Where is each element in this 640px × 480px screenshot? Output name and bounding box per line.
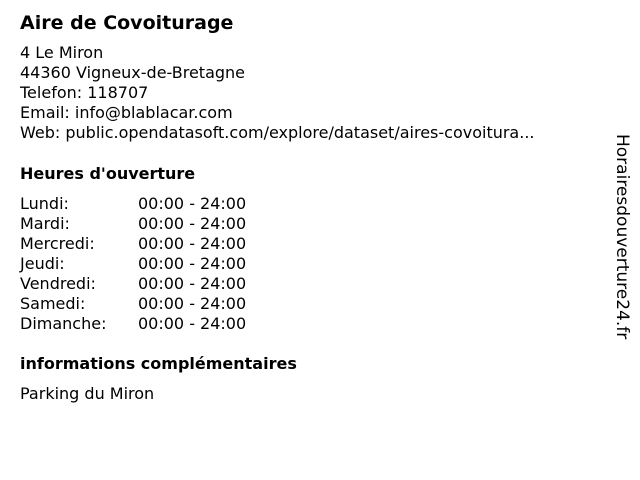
site-watermark: Horairesdouverture24.fr — [612, 134, 632, 340]
opening-hours-table — [20, 194, 280, 334]
day-label: Lundi: — [20, 194, 69, 213]
day-label: Mardi: — [20, 214, 70, 233]
hours-row-wednesday — [20, 234, 280, 254]
time-range: 00:00 - 24:00 — [138, 274, 247, 293]
additional-info-heading: informations complémentaires — [20, 354, 297, 373]
time-range: 00:00 - 24:00 — [138, 294, 247, 313]
opening-hours-heading: Heures d'ouverture — [20, 164, 196, 183]
day-label: Jeudi: — [20, 254, 65, 273]
page-title: Aire de Covoiturage — [20, 12, 234, 34]
address-street: 4 Le Miron — [20, 43, 104, 62]
day-label: Dimanche: — [20, 314, 107, 333]
hours-row-sunday — [20, 314, 280, 334]
hours-row-monday — [20, 194, 280, 214]
hours-row-thursday — [20, 254, 280, 274]
time-range: 00:00 - 24:00 — [138, 194, 247, 213]
additional-info-text: Parking du Miron — [20, 384, 155, 403]
email-address: Email: info@blablacar.com — [20, 103, 233, 122]
day-label: Samedi: — [20, 294, 86, 313]
hours-row-tuesday — [20, 214, 280, 234]
time-range: 00:00 - 24:00 — [138, 234, 247, 253]
contact-block — [20, 43, 535, 143]
hours-row-friday — [20, 274, 280, 294]
address-city: 44360 Vigneux-de-Bretagne — [20, 63, 246, 82]
day-label: Mercredi: — [20, 234, 95, 253]
day-label: Vendredi: — [20, 274, 96, 293]
phone-number: Telefon: 118707 — [20, 83, 149, 102]
hours-row-saturday — [20, 294, 280, 314]
time-range: 00:00 - 24:00 — [138, 314, 247, 333]
time-range: 00:00 - 24:00 — [138, 214, 247, 233]
website-link[interactable]: Web: public.opendatasoft.com/explore/dataset/aires-covoitura... — [20, 123, 535, 142]
time-range: 00:00 - 24:00 — [138, 254, 247, 273]
